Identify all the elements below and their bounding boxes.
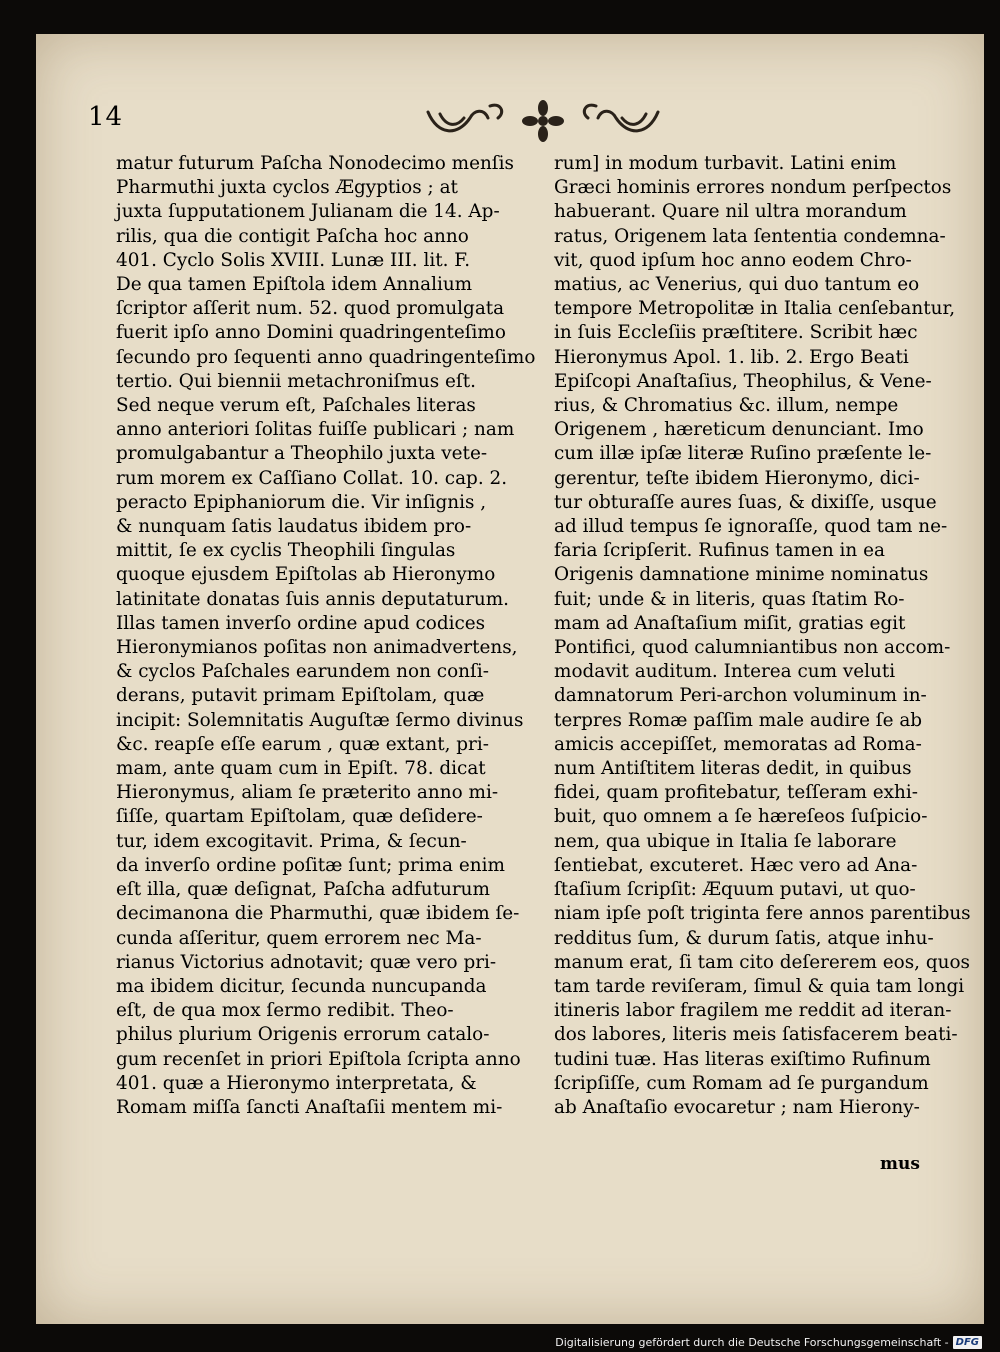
text-line: modavit auditum. Interea cum veluti [554,661,896,683]
text-line: ſcriptor aſſerit num. 52. quod promulgata [116,298,505,320]
text-line: ma ibidem dicitur, ſecunda nuncupanda [116,975,487,997]
text-line: ad illud tempus ſe ignoraſſe, quod tam ne- [554,516,948,538]
text-line: tam tarde reviſeram, ſimul & quia tam longi [554,975,965,997]
text-line: rum] in modum turbavit. Latini enim [554,153,897,174]
text-line: derans, putavit primam Epiſtolam, quæ [116,685,485,707]
text-line: in ſuis Eccleſiis præſtitere. Scribit hæc [554,322,918,344]
text-line: philus plurium Origenis errorum catalo- [116,1024,490,1046]
credit-text: Digitalisierung gefördert durch die Deutsche Forschungsgemeinschaft - [555,1335,949,1349]
text-line: rius, & Chromatius &c. illum, nempe [554,395,899,417]
text-line: Hieronymus Apol. 1. lib. 2. Ergo Beati [554,346,909,368]
text-line: buit, quo omnem a ſe hæreſeos ſuſpicio- [554,806,928,828]
text-line: Sed neque verum eſt, Paſchales literas [116,395,476,417]
text-line: nem, qua ubique in Italia ſe laborare [554,830,897,852]
text-line: 401. Cyclo Solis XVIII. Lunæ III. lit. F. [116,249,471,271]
text-line: Pharmuthi juxta cyclos Ægyptios ; at [116,177,458,199]
text-line: rianus Victorius adnotavit; quæ vero pri- [116,951,497,973]
text-line: Romam miſſa ſancti Anaſtaſii mentem mi- [116,1096,503,1118]
text-line: ratus, Origenem lata ſententia condemna- [554,225,946,247]
text-line: latinitate donatas ſuis annis deputaturum. [116,588,510,610]
text-line: De qua tamen Epiſtola idem Annalium [116,274,473,296]
text-line: itineris labor fragilem me reddit ad iteran- [554,1000,952,1022]
text-line: gum recenſet in priori Epiſtola ſcripta anno [116,1048,521,1070]
text-line: Origenem , hæreticum denunciant. Imo [554,419,924,441]
left-text-column [116,152,534,1120]
text-line: cum illæ ipſæ literæ Ruſino præſente le- [554,443,932,465]
text-line: manum erat, ſi tam cito deſererem eos, quos [554,951,970,973]
text-line: ab Anaſtaſio evocaretur ; nam Hierony- [554,1096,920,1118]
text-line: mittit, ſe ex cyclis Theophili ſingulas [116,540,456,562]
text-line: ſcripſiſſe, cum Romam ad ſe purgandum [554,1072,929,1094]
text-line: Origenis damnatione minime nominatus [554,564,929,586]
text-line: tur obturaſſe aures ſuas, & dixiſſe, usque [554,491,937,513]
text-line: mam ad Anaſtaſium miſit, gratias egit [554,612,906,634]
text-line: rum morem ex Caſſiano Collat. 10. cap. 2. [116,467,508,489]
text-line: damnatorum Peri-archon voluminum in- [554,685,927,707]
right-text-column [554,152,971,1120]
text-line: Hieronymus, aliam ſe præterito anno mi- [116,782,499,804]
text-line: tudini tuæ. Has literas exiſtimo Rufinum [554,1048,931,1070]
text-line: eſt, de qua mox ſermo redibit. Theo- [116,1000,454,1022]
text-line: 401. quæ a Hieronymo interpretata, & [116,1072,477,1094]
text-line: fuit; unde & in literis, quas ſtatim Ro- [554,588,905,610]
text-line: fuerit ipſo anno Domini quadringenteſimo [116,322,506,344]
text-line: incipit: Solemnitatis Auguſtæ ſermo divinus [116,709,524,731]
text-line: Hieronymianos poſitas non animadvertens, [116,637,518,659]
text-line: Pontifici, quod calumniantibus non accom- [554,637,951,659]
text-line: tur, idem excogitavit. Prima, & ſecun- [116,830,467,852]
text-line: fidei, quam profitebatur, teſſeram exhi- [554,782,918,804]
text-line: juxta ſupputationem Julianam die 14. Ap- [116,201,500,223]
text-line: promulgabantur a Theophilo juxta vete- [116,443,488,465]
text-line: ſiſſe, quartam Epiſtolam, quæ deſidere- [116,806,483,828]
text-line: anno anteriori ſolitas fuiſſe publicari ; nam [116,419,515,441]
text-line: quoque ejusdem Epiſtolas ab Hieronymo [116,564,496,586]
text-line: tempore Metropolitæ in Italia cenſebantur, [554,298,956,320]
text-line: matius, ac Venerius, qui duo tantum eo [554,274,920,296]
text-line: cunda aſſeritur, quem errorem nec Ma- [116,927,482,949]
fleuron-headpiece-icon [418,96,668,146]
text-line: Græci hominis errores nondum perſpectos [554,177,952,199]
text-line: ſecundo pro ſequenti anno quadringenteſimo [116,346,536,368]
text-line: decimanona die Pharmuthi, quæ ibidem ſe- [116,903,520,925]
text-line: terpres Romæ paſſim male audire ſe ab [554,709,923,731]
text-line: dos labores, literis meis ſatisfacerem beati- [554,1024,958,1046]
text-line: tertio. Qui biennii metachroniſmus eſt. [116,370,476,392]
digitization-credit [555,1334,982,1350]
text-line: ſtaſium ſcripſit: Æquum putavi, ut quo- [554,879,916,901]
text-line: vit, quod ipſum hoc anno eodem Chro- [554,249,912,271]
text-line: ſentiebat, excuteret. Hæc vero ad Ana- [554,854,918,876]
text-line: gerentur, teſte ibidem Hieronymo, dici- [554,467,920,489]
dfg-logo: DFG [953,1336,982,1349]
text-line: & nunquam ſatis laudatus ibidem pro- [116,516,472,538]
text-line: faria ſcripſerit. Rufinus tamen in ea [554,540,885,562]
text-line: matur futurum Paſcha Nonodecimo menſis [116,153,514,174]
text-line: habuerant. Quare nil ultra morandum [554,201,907,223]
text-line: amicis accepiſſet, memoratas ad Roma- [554,733,922,755]
text-line: & cyclos Paſchales earundem non conſi- [116,661,489,683]
text-line: redditus ſum, & durum ſatis, atque inhu- [554,927,934,949]
page-number: 14 [88,102,124,132]
text-line: rilis, qua die contigit Paſcha hoc anno [116,225,469,247]
catchword: mus [880,1154,920,1174]
text-line: &c. reapſe eſſe earum , quæ extant, pri- [116,733,489,755]
text-line: mam, ante quam cum in Epiſt. 78. dicat [116,758,486,780]
text-line: num Antiſtitem literas dedit, in quibus [554,758,912,780]
text-line: Illas tamen inverſo ordine apud codices [116,612,486,634]
text-line: Epiſcopi Anaſtaſius, Theophilus, & Vene- [554,370,932,392]
text-line: eſt illa, quæ deſignat, Paſcha adfuturum [116,879,490,901]
text-line: peracto Epiphaniorum die. Vir inſignis , [116,491,487,513]
text-line: niam ipſe poſt triginta fere annos parentibus [554,903,971,925]
text-line: da inverſo ordine poſitæ ſunt; prima enim [116,854,505,876]
